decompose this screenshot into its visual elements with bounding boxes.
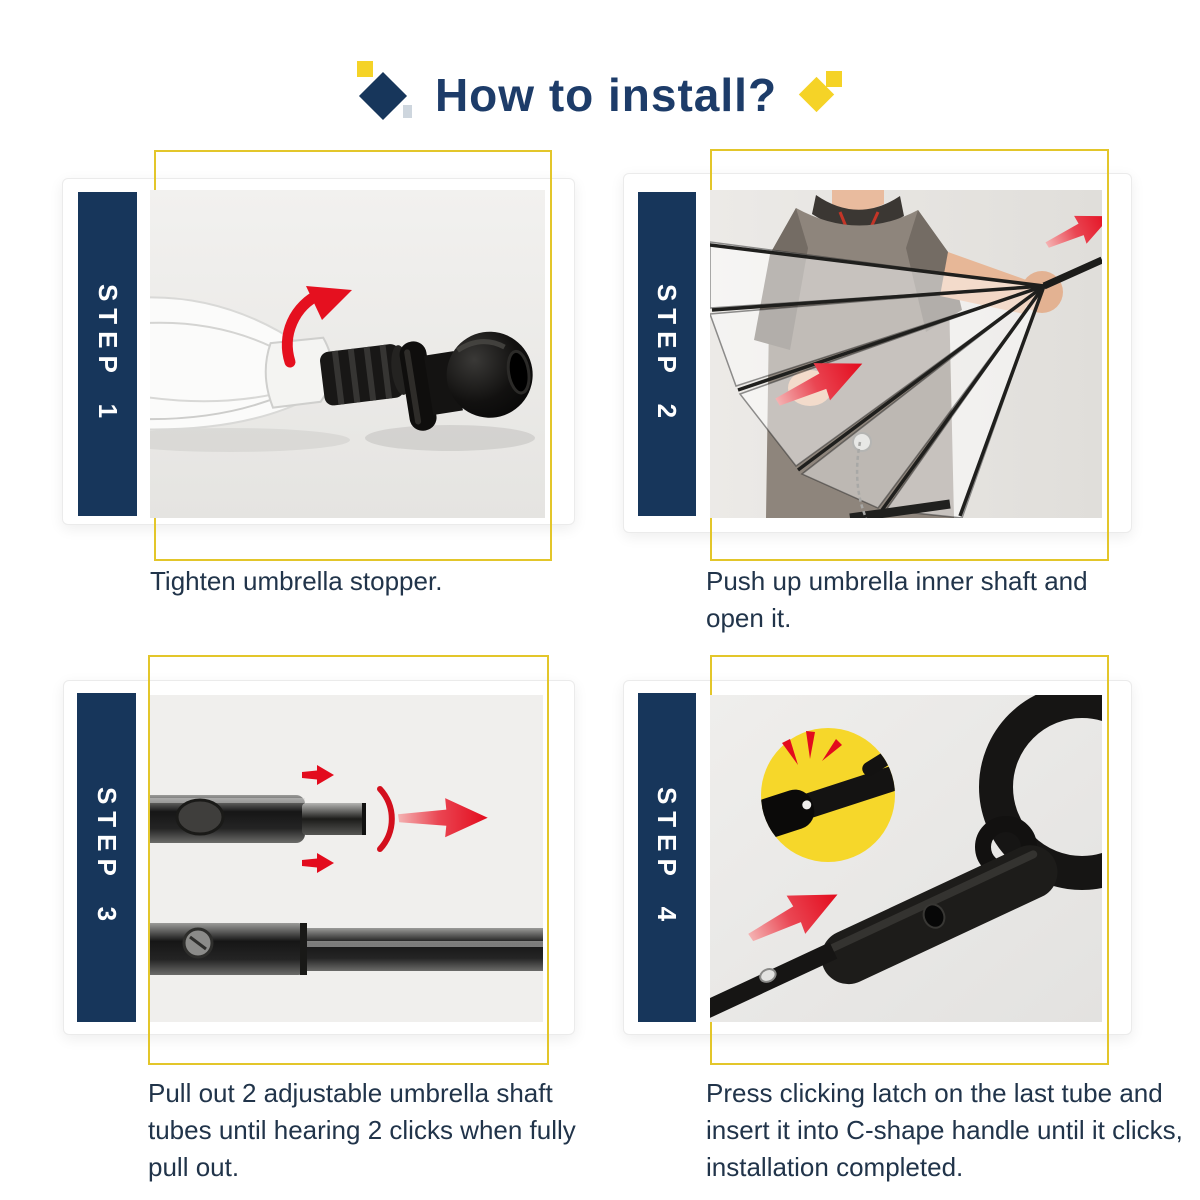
step-4-photo: [710, 695, 1102, 1022]
yellow-square-icon: [826, 71, 842, 87]
step-3-illustration-shaft-tubes: [150, 695, 543, 1022]
header: [0, 52, 1200, 138]
step-3-banner: [77, 693, 136, 1022]
step-2-label: STEP 2: [652, 283, 683, 425]
step-4-label: STEP 4: [652, 786, 683, 929]
step-2-banner: [638, 192, 696, 516]
step-4-banner: [638, 693, 696, 1022]
navy-diamond-icon: [359, 72, 407, 120]
step-1-caption: Tighten umbrella stopper.: [150, 566, 443, 596]
step-3-caption: Pull out 2 adjustable umbrella shaft tubes until hearing 2 clicks when fully pull out.: [148, 1078, 576, 1182]
step-1-banner: [78, 192, 137, 516]
step-3-photo: [150, 695, 543, 1022]
yellow-square-icon: [357, 61, 373, 77]
step-4-caption: Press clicking latch on the last tube and insert it into C-shape handle until it clicks, installation completed.: [706, 1078, 1183, 1182]
screw-tip: [319, 342, 413, 406]
step-2-photo: [710, 190, 1102, 518]
step-1-photo: [150, 190, 545, 518]
step-1-label: STEP 1: [93, 283, 123, 425]
step-3-label: STEP 3: [92, 786, 122, 929]
step-2-illustration-open-umbrella: [710, 190, 1102, 518]
step-4-illustration-handle-latch: [710, 695, 1102, 1022]
page-title: How to install?: [434, 69, 778, 121]
lower-shaft-tube: [150, 923, 543, 975]
title-decoration-left: [357, 61, 415, 129]
title-decoration-right: [797, 71, 843, 119]
gray-square-icon: [403, 105, 412, 118]
step-1-illustration-umbrella-stopper: [150, 190, 545, 518]
step-2-caption: Push up umbrella inner shaft and open it.: [706, 566, 1088, 633]
